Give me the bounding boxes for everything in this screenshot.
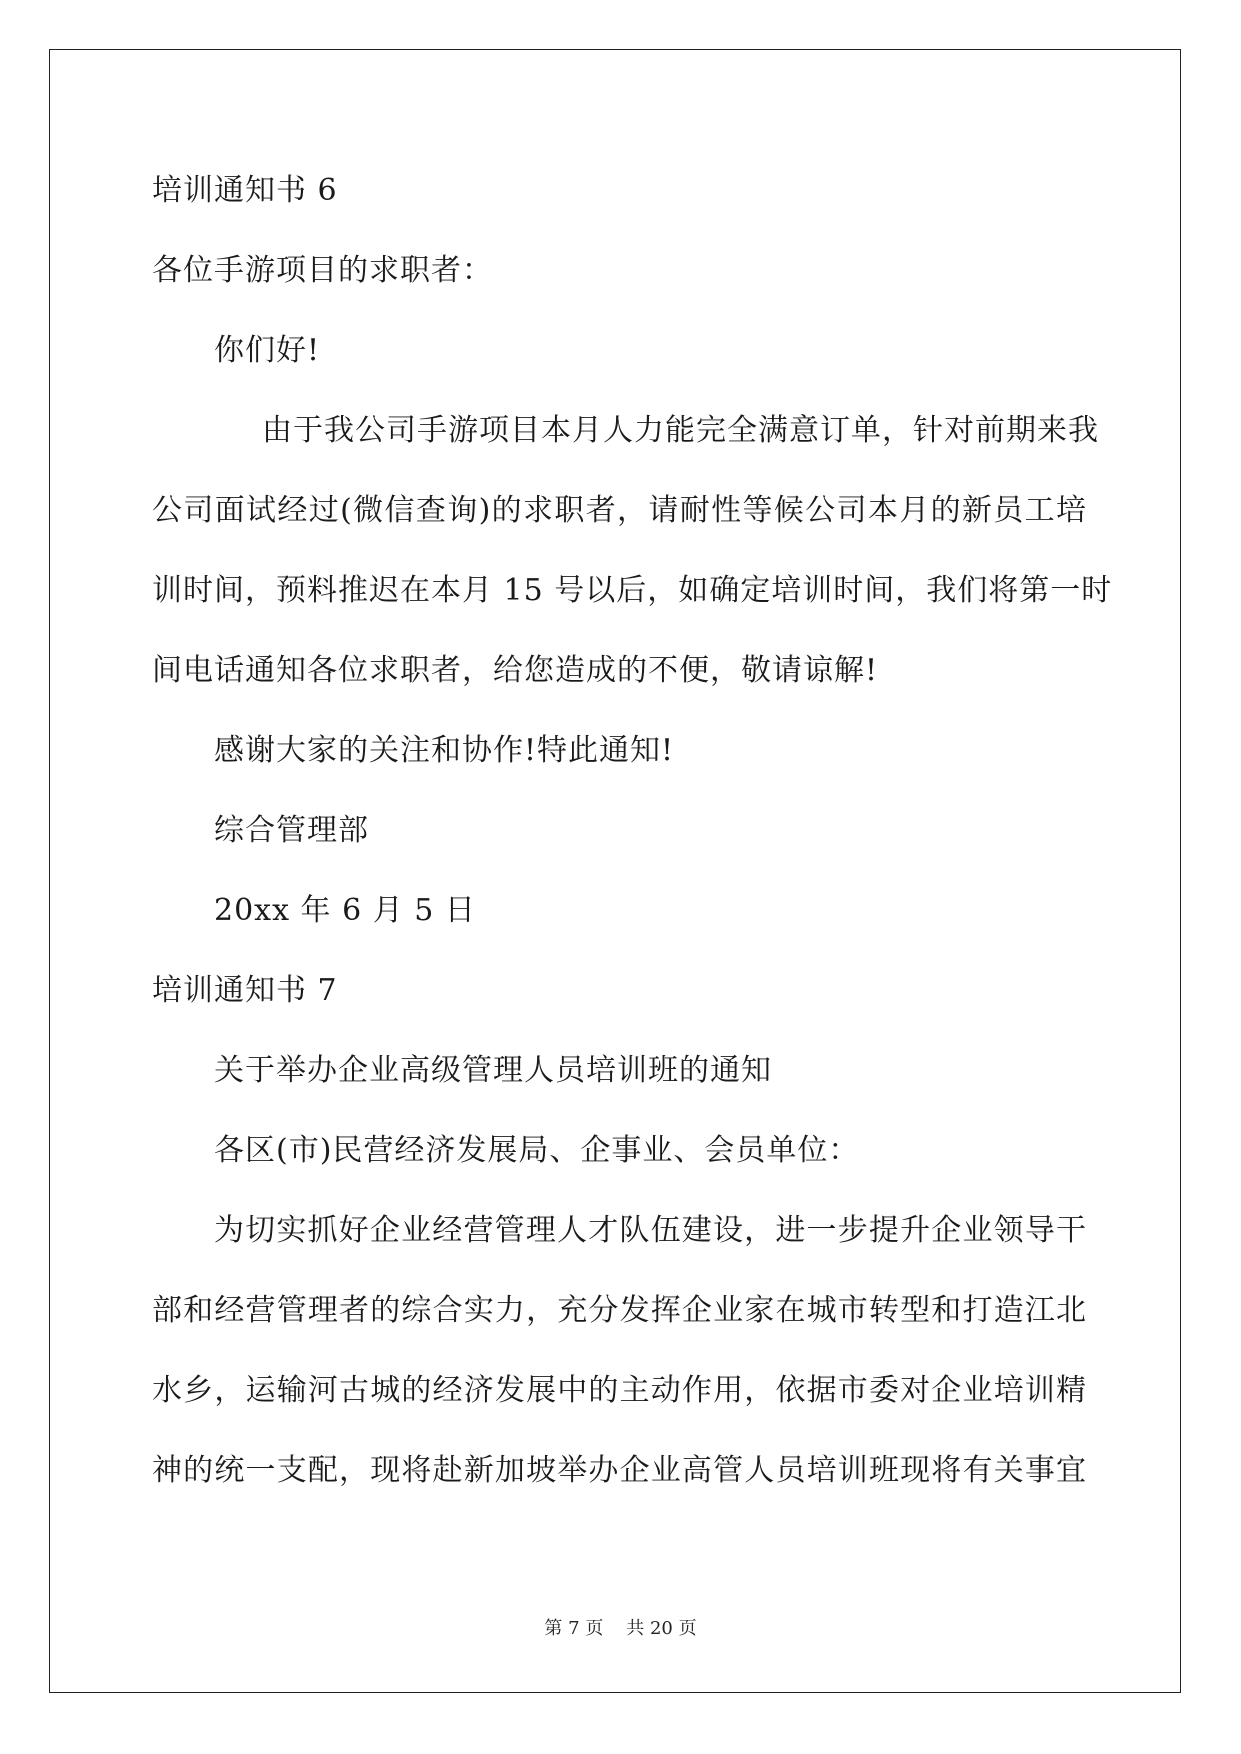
closing-line: 感谢大家的关注和协作!特此通知! [214,733,675,768]
page-number: 第 7 页 [544,1618,604,1639]
body-paragraph-line: 公司面试经过(微信查询)的求职者，请耐性等候公司本月的新员工培 [152,493,1087,528]
recipients-line: 各区(市)民营经济发展局、企事业、会员单位： [214,1133,860,1168]
section-heading-6: 培训通知书 6 [152,173,338,208]
signature-date: 20xx 年 6 月 5 日 [214,893,476,928]
greeting-line: 你们好! [214,333,321,368]
body-paragraph-line: 训时间，预料推迟在本月 15 号以后，如确定培训时间，我们将第一时 [152,573,1113,608]
body-paragraph-line: 部和经营管理者的综合实力，充分发挥企业家在城市转型和打造江北 [152,1293,1087,1328]
body-paragraph-line: 由于我公司手游项目本月人力能完全满意订单，针对前期来我 [262,413,1099,448]
body-paragraph-line: 间电话通知各位求职者，给您造成的不便，敬请谅解! [152,653,879,688]
body-paragraph-line: 神的统一支配，现将赴新加坡举办企业高管人员培训班现将有关事宜 [152,1453,1087,1488]
page-border [49,49,1181,1693]
page-total: 共 20 页 [626,1618,697,1639]
section-heading-7: 培训通知书 7 [152,973,338,1008]
body-paragraph-line: 水乡，运输河古城的经济发展中的主动作用，依据市委对企业培训精 [152,1373,1087,1408]
body-paragraph-line: 为切实抓好企业经营管理人才队伍建设，进一步提升企业领导干 [214,1213,1087,1248]
signature-department: 综合管理部 [214,813,369,848]
notice-title: 关于举办企业高级管理人员培训班的通知 [214,1053,772,1088]
page-footer [0,1617,1241,1641]
salutation-line: 各位手游项目的求职者： [152,253,493,288]
